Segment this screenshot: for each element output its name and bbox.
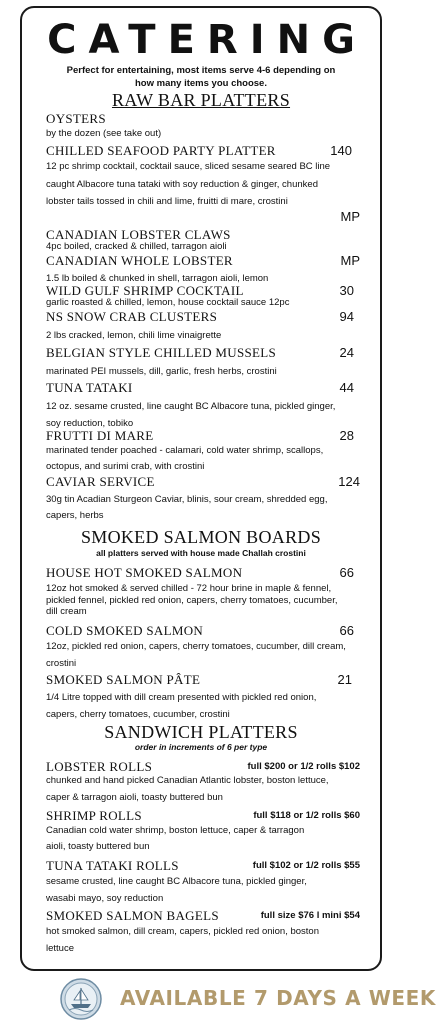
item-description: 4pc boiled, cracked & chilled, tarragon aioli bbox=[46, 241, 227, 252]
item-description: by the dozen (see take out) bbox=[46, 128, 162, 139]
item-price: 21 bbox=[337, 672, 352, 687]
item-price: 44 bbox=[339, 380, 354, 395]
item-description: hot smoked salmon, dill cream, capers, pickled red onion, boston lettuce bbox=[46, 926, 319, 954]
item-name: CANADIAN WHOLE LOBSTER bbox=[46, 253, 233, 268]
item-description: marinated tender poached - calamari, cold water shrimp, scallops, octopus, and surimi crab, with crostini bbox=[46, 445, 324, 472]
sandwich-note: order in increments of 6 per type bbox=[134, 742, 268, 752]
catering-menu-card bbox=[20, 6, 382, 971]
item-price: full $200 or 1/2 rolls $102 bbox=[247, 761, 360, 772]
item-price: 28 bbox=[339, 428, 354, 443]
item-name: CAVIAR SERVICE bbox=[46, 474, 155, 489]
item-price: 94 bbox=[339, 309, 354, 324]
item-name: CHILLED SEAFOOD PARTY PLATTER bbox=[46, 143, 276, 158]
item-name: LOBSTER ROLLS bbox=[46, 759, 153, 774]
item-price: full size $76 l mini $54 bbox=[260, 910, 360, 921]
ship-seal-icon bbox=[60, 978, 102, 1020]
item-price: 140 bbox=[330, 143, 352, 158]
item-name: NS SNOW CRAB CLUSTERS bbox=[46, 309, 218, 324]
footer bbox=[0, 978, 436, 1024]
item-name: TUNA TATAKI ROLLS bbox=[46, 858, 179, 873]
item-name: BELGIAN STYLE CHILLED MUSSELS bbox=[46, 345, 277, 360]
item-description: 1/4 Litre topped with dill cream presented with pickled red onion, capers, cherry tomatoes, cucumber, crostini bbox=[46, 692, 317, 720]
item-description: Canadian cold water shrimp, boston lettuce, caper & tarragon aioli, toasty buttered bun bbox=[46, 825, 305, 852]
item-price: MP bbox=[340, 253, 360, 268]
item-description: 12 oz. sesame crusted, line caught BC Albacore tuna, pickled ginger, soy reduction, tobiko bbox=[46, 401, 336, 429]
item-name: OYSTERS bbox=[46, 111, 106, 126]
item-price: 66 bbox=[339, 623, 354, 638]
item-description: 30g tin Acadian Sturgeon Caviar, blinis, sour cream, shredded egg, capers, herbs bbox=[46, 494, 328, 521]
item-price: 30 bbox=[339, 283, 354, 298]
item-description: chunked and hand picked Canadian Atlantic lobster, boston lettuce, caper & tarragon aioli, toasty buttered bun bbox=[46, 775, 329, 803]
sandwich-heading: SANDWICH PLATTERS bbox=[104, 722, 298, 742]
item-price: full $118 or 1/2 rolls $60 bbox=[253, 810, 360, 821]
page-title: CATERING bbox=[47, 17, 367, 63]
item-price: 124 bbox=[338, 474, 360, 489]
item-name: WILD GULF SHRIMP COCKTAIL bbox=[46, 283, 244, 298]
availability-text: AVAILABLE 7 DAYS A WEEK bbox=[120, 986, 436, 1010]
item-description: garlic roasted & chilled, lemon, house cocktail sauce 12pc bbox=[46, 297, 290, 308]
smoked-salmon-note: all platters served with house made Challah crostini bbox=[96, 548, 306, 558]
item-description: 12 pc shrimp cocktail, cocktail sauce, sliced sesame seared BC line caught Albacore tuna tataki with soy reduction & ginger, chunked lobster tails tossed in chili and lime, fruitti di mare, crostini bbox=[46, 161, 331, 207]
item-name: SHRIMP ROLLS bbox=[46, 808, 142, 823]
smoked-salmon-heading: SMOKED SALMON BOARDS bbox=[80, 527, 322, 547]
item-name: HOUSE HOT SMOKED SALMON bbox=[46, 565, 243, 580]
item-description: 1.5 lb boiled & chunked in shell, tarragon aioli, lemon bbox=[46, 273, 269, 284]
item-price: full $102 or 1/2 rolls $55 bbox=[252, 860, 360, 871]
tagline: Perfect for entertaining, most items serve 4-6 depending on how many items you choose. bbox=[66, 65, 336, 89]
item-description: 2 lbs cracked, lemon, chili lime vinaigrette bbox=[46, 330, 222, 341]
item-description: sesame crusted, line caught BC Albacore tuna, pickled ginger, wasabi mayo, soy reduction bbox=[46, 876, 307, 904]
item-description: 12oz hot smoked & served chilled - 72 hour brine in maple & fennel, pickled fennel, pickled red onion, capers, cherry tomatoes, cucumber, dill cream bbox=[46, 583, 338, 617]
item-description: 12oz, pickled red onion, capers, cherry tomatoes, cucumber, dill cream, crostini bbox=[46, 641, 346, 669]
item-name: COLD SMOKED SALMON bbox=[46, 623, 204, 638]
item-price: MP bbox=[340, 209, 360, 224]
item-name: TUNA TATAKI bbox=[46, 380, 133, 395]
item-name: SMOKED SALMON BAGELS bbox=[46, 908, 219, 923]
item-name: CANADIAN LOBSTER CLAWS bbox=[46, 227, 231, 242]
item-price: 66 bbox=[339, 565, 354, 580]
item-name: SMOKED SALMON PÂTE bbox=[46, 672, 201, 687]
raw-bar-heading: RAW BAR PLATTERS bbox=[111, 90, 291, 110]
item-description: marinated PEI mussels, dill, garlic, fresh herbs, crostini bbox=[46, 366, 277, 377]
item-name: FRUTTI DI MARE bbox=[46, 428, 154, 443]
item-price: 24 bbox=[339, 345, 354, 360]
